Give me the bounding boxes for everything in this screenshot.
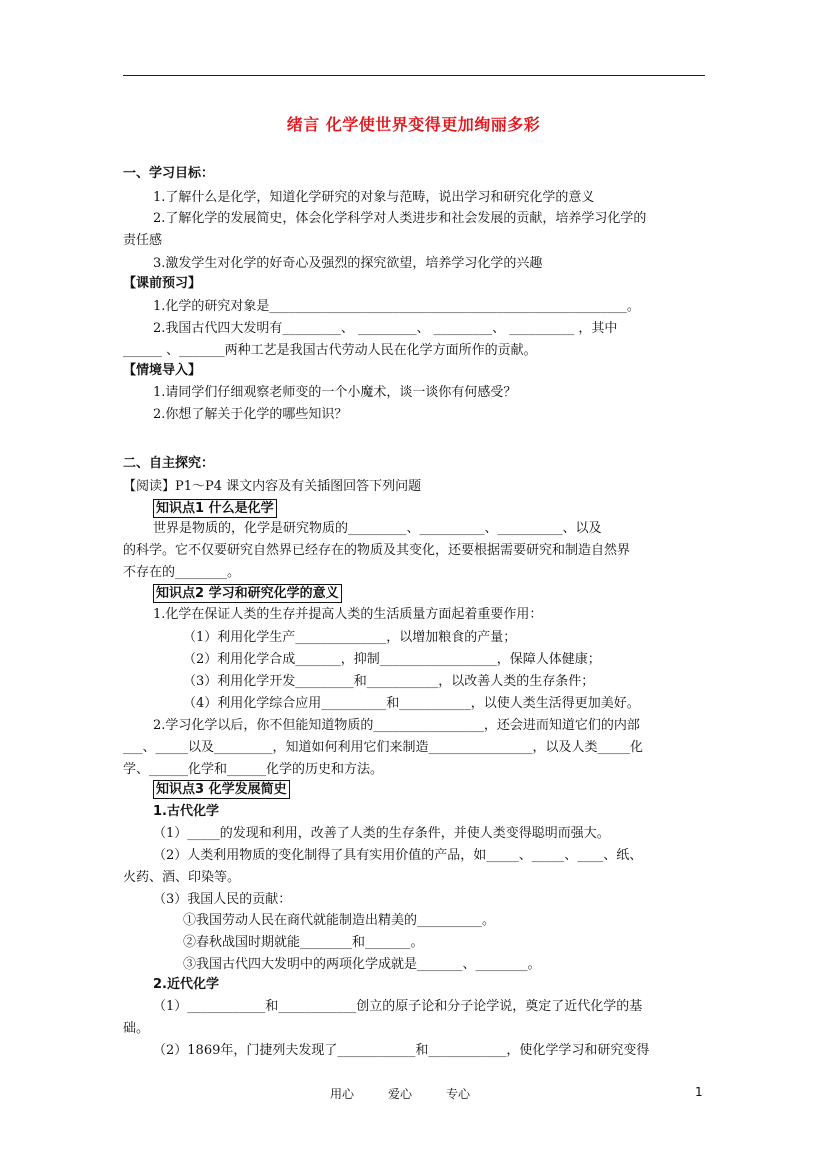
page-title: 绪言 化学使世界变得更加绚丽多彩 [286,115,541,134]
kp1-line3: 不存在的________。 [123,565,241,580]
goal-3: 3.激发学生对化学的好奇心及强烈的探究欲望，培养学习化学的兴趣 [153,256,543,271]
kp3-ancient-heading: 1.古代化学 [153,804,219,819]
reading-instruction: 【阅读】P1～P4 课文内容及有关插图回答下列问题 [123,479,422,494]
knowledge-point-2-box: 知识点2 学习和研究化学的意义 [153,584,342,603]
kp3-ancient-3-ii: ②春秋战国时期就能________和_______。 [183,935,424,950]
kp2-item-2-line2: ___、_____以及_________，知道如何利用它们来制造________________，以及人类_____化 [123,740,644,755]
preview-2-line1: 2.我国古代四大发明有_________、 _________、 _________、 __________ ，其中 [153,321,618,336]
section-heading-goals: 一、学习目标： [123,166,215,181]
kp3-modern-1-line1: （1）____________和____________创立的原子论和分子论学说，奠定了近代化学的基 [153,999,643,1014]
goal-2-line1: 2.了解化学的发展简史，体会化学科学对人类进步和社会发展的贡献，培养学习化学的 [153,211,647,226]
knowledge-point-1-box: 知识点1 什么是化学 [153,499,277,518]
goal-2-line2: 责任感 [123,233,163,248]
kp3-ancient-3: （3）我国人民的贡献： [153,892,292,907]
kp3-modern-1-line2: 础。 [123,1021,150,1036]
footer-motto-1: 用心 [330,1087,355,1101]
kp3-ancient-3-i: ①我国劳动人民在商代就能制造出精美的__________。 [183,913,496,928]
page-number: 1 [695,1085,703,1099]
preview-2-line2: ______ 、_______两种工艺是我国古代劳动人民在化学方面所作的贡献。 [123,343,537,358]
intro-1: 1.请同学们仔细观察老师变的一个小魔术，谈一谈你有何感受？ [153,385,517,400]
section-heading-intro: 【情境导入】 [123,363,202,378]
kp3-ancient-3-iii: ③我国古代四大发明中的两项化学成就是_______、________。 [183,957,541,972]
section-heading-preview: 【课前预习】 [123,276,202,291]
section-heading-explore: 二、自主探究： [123,456,215,471]
kp1-line1: 世界是物质的，化学是研究物质的_________、__________、__________、以及 [153,521,602,536]
kp2-item-2-line1: 2.学习化学以后，你不但能知道物质的_________________，还会进而知道它们的内部 [153,718,640,733]
footer-motto-2: 爱心 [388,1087,413,1101]
preview-1: 1.化学的研究对象是_______________________________________________________。 [153,299,640,314]
goal-1: 1.了解什么是化学，知道化学研究的对象与范畴，说出学习和研究化学的意义 [153,190,595,205]
kp2-item-1: 1.化学在保证人类的生存并提高人类的生活质量方面起着重要作用： [153,607,543,622]
kp2-item-1a: （1）利用化学生产______________，以增加粮食的产量； [183,630,517,645]
kp3-ancient-2-line2: 火药、酒、印染等。 [123,870,241,885]
kp3-modern-heading: 2.近代化学 [153,977,219,992]
kp2-item-2-line3: 学、______化学和______化学的历史和方法。 [123,762,384,777]
kp2-item-1c: （3）利用化学开发_________和___________，以改善人类的生存条件； [183,674,595,689]
kp2-item-1d: （4）利用化学综合应用__________和___________，以使人类生活得更加美好。 [183,696,640,711]
kp3-modern-2: （2）1869年，门捷列夫发现了____________和____________，使化学学习和研究变得 [153,1043,650,1058]
kp3-ancient-2-line1: （2）人类利用物质的变化制得了具有实用价值的产品，如_____、_____、____、纸、 [153,848,643,863]
intro-2: 2.你想了解关于化学的哪些知识？ [153,407,348,422]
header-rule [123,75,705,76]
kp2-item-1b: （2）利用化学合成_______，抑制__________________，保障人体健康； [183,652,601,667]
kp3-ancient-1: （1）_____的发现和利用，改善了人类的生存条件，并使人类变得聪明而强大。 [153,826,610,841]
knowledge-point-3-box: 知识点3 化学发展简史 [153,780,290,799]
footer-motto-3: 专心 [446,1087,471,1101]
kp1-line2: 的科学。它不仅要研究自然界已经存在的物质及其变化，还要根据需要研究和制造自然界 [123,543,631,558]
